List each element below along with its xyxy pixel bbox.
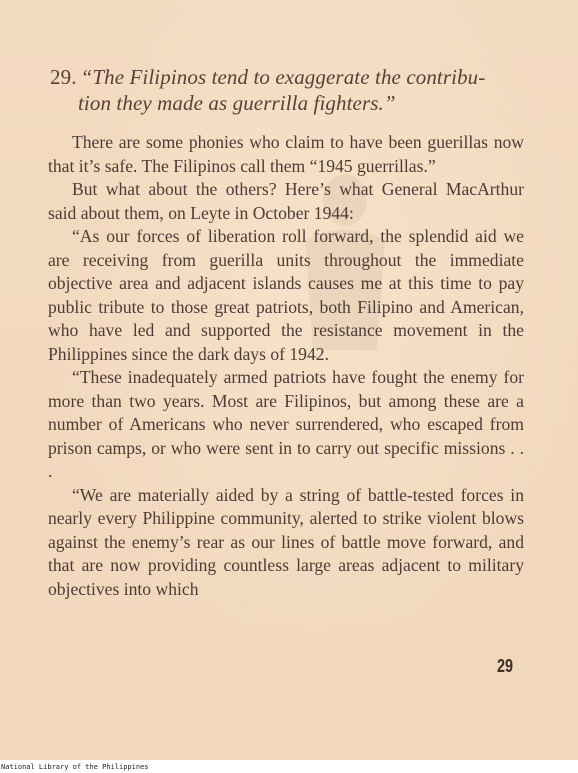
heading-line-2: tion they made as guerrilla fighters.” bbox=[78, 91, 396, 115]
page-number: 29 bbox=[497, 656, 514, 676]
body-text bbox=[48, 131, 524, 601]
paragraph-5: “We are materially aided by a string of battle-tested forces in nearly every Philippine community, alerted to strike violent blows against the enemy’s rear as our lines of battle move forward, and that are now providing countless large areas adjacent to military objectives into which bbox=[48, 484, 524, 599]
paragraph-3: “As our forces of liberation roll forward, the splendid aid we are receiving from guerilla units throughout the immediate objective area and adjacent islands causes me at this time to pay public tribute to those great patriots, both Filipino and American, who have led and supported the resistance movement in the Philippines since the dark days of 1942. bbox=[48, 226, 524, 364]
section-heading bbox=[50, 64, 550, 116]
paragraph-1: There are some phonies who claim to have been guerillas now that it’s safe. The Filipinos call them “1945 guerrillas.” bbox=[48, 132, 524, 176]
paragraph-2: But what about the others? Here’s what General MacArthur said about them, on Leyte in October 1944: bbox=[48, 179, 524, 223]
paragraph-4: “These inadequately armed patriots have fought the enemy for more than two years. Most are Filipinos, but among these are a number of Americans who never surrendered, who escaped from prison camps, or who were sent in to carry out specific missions . . . bbox=[48, 367, 524, 481]
heading-line-1: “The Filipinos tend to exaggerate the contribu- bbox=[80, 65, 486, 89]
footer-credit: National Library of the Philippines bbox=[1, 763, 149, 771]
heading-number: 29. bbox=[50, 65, 77, 89]
